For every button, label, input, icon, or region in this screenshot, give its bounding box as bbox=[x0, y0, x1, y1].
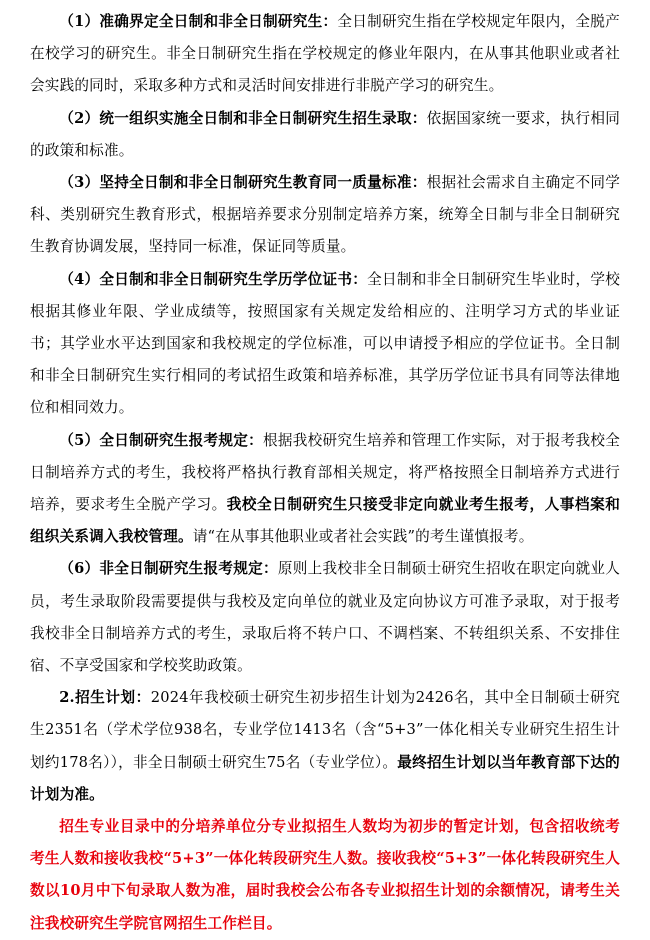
paragraph-enrollment-plan bbox=[30, 682, 620, 811]
heading-unified-admission: （2）统一组织实施全日制和非全日制研究生招生录取： bbox=[59, 109, 427, 127]
body-enrollment-plan: 2024年我校硕士研究生初步招生计划为2426名，其中全日制硕士研究生2351名（学术学位938名，专业学位1413名（含“5+3”一体化相关专业研究生招生计划约178名）），非全日制硕士研究生75名（专业学位）。 bbox=[30, 689, 620, 771]
heading-definition: （1）准确界定全日制和非全日制研究生： bbox=[59, 13, 338, 30]
bold-tail-full-time-rules: 我校全日制研究生只接受非定向就业考生报考，人事档案和组织关系调入我校管理。 bbox=[30, 496, 620, 546]
heading-enrollment-plan: 2.招生计划： bbox=[59, 689, 151, 707]
heading-quality-standard: （3）坚持全日制和非全日制研究生教育同一质量标准： bbox=[59, 174, 427, 192]
body-quality-standard: 根据社会需求自主确定不同学科、类别研究生教育形式，根据培养要求分别制定培养方案，统筹全日制与非全日制研究生教育协调发展，坚持同一标准，保证同等质量。 bbox=[30, 174, 620, 256]
paragraph-certificates bbox=[30, 264, 620, 425]
body-full-time-rules: 根据我校研究生培养和管理工作实际，对于报考我校全日制培养方式的考生，我校将严格执行教育部相关规定，将严格按照全日制培养方式进行培养，要求考生全脱产学习。 bbox=[30, 431, 620, 514]
heading-certificates: （4）全日制和非全日制研究生学历学位证书： bbox=[59, 270, 368, 288]
body-unified-admission: 依据国家统一要求，执行相同的政策和标准。 bbox=[30, 109, 620, 159]
body-part-time-rules: 原则上我校非全日制硕士研究生招收在职定向就业人员，考生录取阶段需要提供与我校及定向单位的就业及定向协议方可准予录取，对于报考我校非全日制培养方式的考生，录取后将不转户口、不调档案、不转组织关系、不安排住宿、不享受国家和学校奖助政策。 bbox=[30, 560, 620, 675]
paragraph-quality-standard bbox=[30, 167, 620, 264]
paragraph-unified-admission bbox=[30, 103, 620, 167]
tail-full-time-rules: 请“在从事其他职业或者社会实践”的考生谨慎报考。 bbox=[192, 528, 534, 546]
paragraph-full-time-definition bbox=[30, 6, 620, 103]
body-definition: 全日制研究生指在学校规定年限内，全脱产在校学习的研究生。非全日制研究生指在学校规定的修业年限内，在从事其他职业或者社会实践的同时，采取多种方式和灵活时间安排进行非脱产学习的研究生。 bbox=[30, 13, 620, 95]
heading-part-time-rules: （6）非全日制研究生报考规定： bbox=[59, 560, 278, 578]
notice-paragraph: 招生专业目录中的分培养单位分专业拟招生人数均为初步的暂定计划，包含招收统考考生人数和接收我校“5+3”一体化转段研究生人数。接收我校“5+3”一体化转段研究生人数以10月中下旬录取人数为准，届时我校会公布各专业拟招生计划的余额情况，请考生关注我校研究生学院官网招生工作栏目。 bbox=[30, 818, 620, 932]
bold-tail-enrollment-plan: 最终招生计划以当年教育部下达的计划为准。 bbox=[30, 753, 620, 803]
paragraph-part-time-rules bbox=[30, 553, 620, 682]
heading-full-time-rules: （5）全日制研究生报考规定： bbox=[59, 431, 264, 449]
paragraph-full-time-rules bbox=[30, 425, 620, 554]
body-certificates: 全日制和非全日制研究生毕业时，学校根据其修业年限、学业成绩等，按照国家有关规定发给相应的、注明学习方式的毕业证书；其学业水平达到国家和我校规定的学位标准，可以申请授予相应的学位证书。全日制和非全日制研究生实行相同的考试招生政策和培养标准，其学历学位证书具有同等法律地位和相同效力。 bbox=[30, 270, 620, 417]
